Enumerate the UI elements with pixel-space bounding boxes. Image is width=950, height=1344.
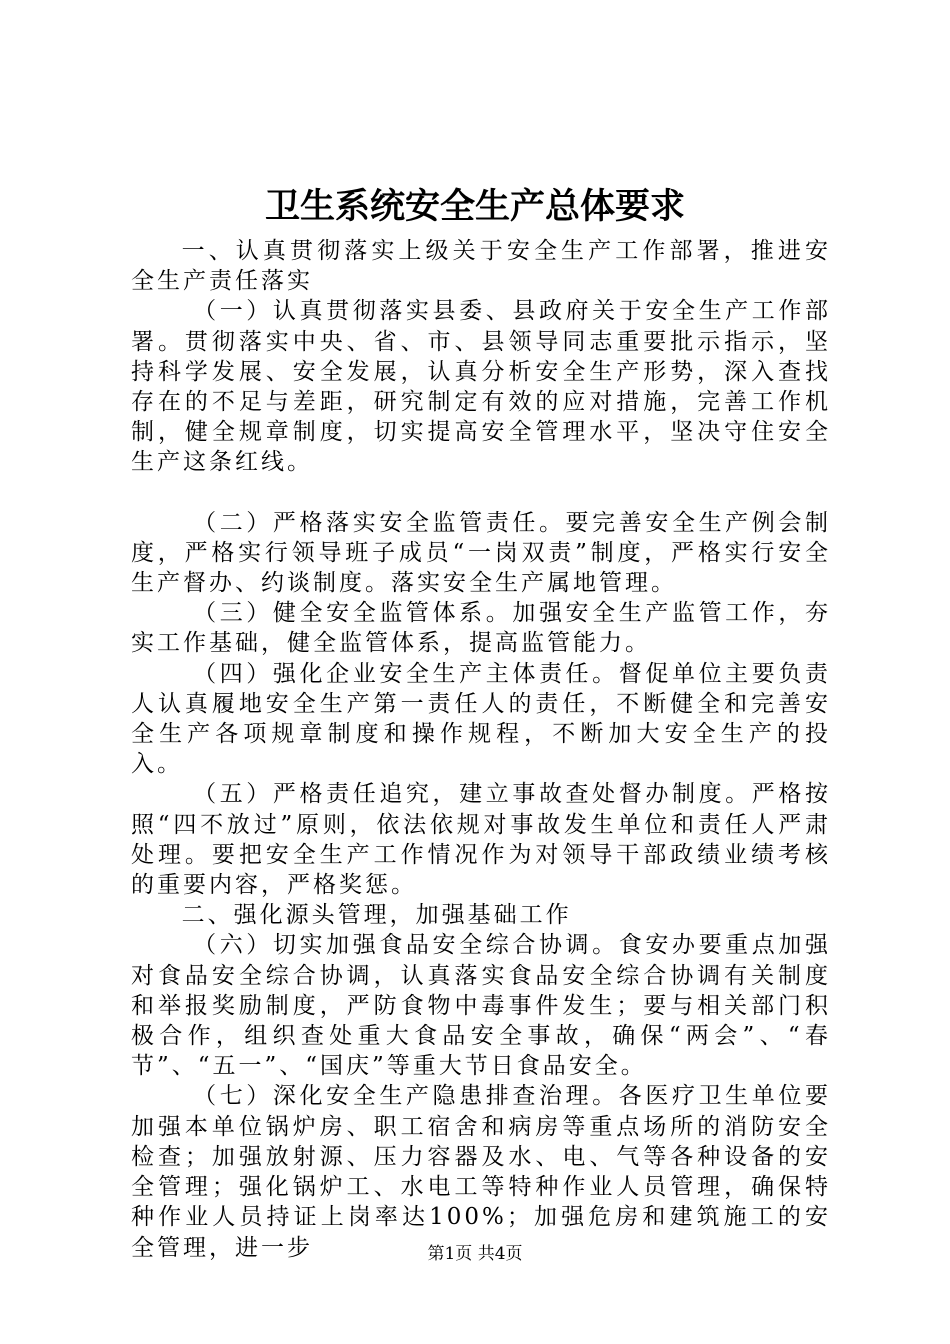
paragraph-item-7: （七）深化安全生产隐患排查治理。各医疗卫生单位要加强本单位锅炉房、职工宿舍和病房等重点场所的消防安全检查；加强放射源、压力容器及水、电、气等各种设备的安全管理；强化锅炉工、水电工等特种作业人员管理，确保特种作业人员持证上岗率达100%；加强危房和建筑施工的安全管理，进一步 (131, 1083, 831, 1261)
document-body (131, 236, 831, 1263)
section-heading-1: 一、认真贯彻落实上级关于安全生产工作部署，推进安全生产责任落实 (131, 238, 831, 295)
paragraph-spacer (131, 478, 831, 508)
paragraph-item-5: （五）严格责任追究，建立事故查处督办制度。严格按照“四不放过”原则，依法依规对事故发生单位和责任人严肃处理。要把安全生产工作情况作为对领导干部政绩业绩考核的重要内容，严格奖惩。 (131, 781, 831, 899)
paragraph-item-6: （六）切实加强食品安全综合协调。食安办要重点加强对食品安全综合协调，认真落实食品安全综合协调有关制度和举报奖励制度，严防食物中毒事件发生；要与相关部门积极合作，组织查处重大食品安全事故，确保“两会”、“春节”、“五一”、“国庆”等重大节日食品安全。 (131, 932, 831, 1080)
paragraph-item-4: （四）强化企业安全生产主体责任。督促单位主要负责人认真履地安全生产第一责任人的责任，不断健全和完善安全生产各项规章制度和操作规程，不断加大安全生产的投入。 (131, 660, 831, 778)
paragraph-item-2: （二）严格落实安全监管责任。要完善安全生产例会制度，严格实行领导班子成员“一岗双责”制度，严格实行安全生产督办、约谈制度。落实安全生产属地管理。 (131, 509, 831, 597)
paragraph-item-3: （三）健全安全监管体系。加强安全生产监管工作，夯实工作基础，健全监管体系，提高监管能力。 (131, 600, 831, 657)
section-heading-2: 二、强化源头管理，加强基础工作 (181, 902, 572, 929)
paragraph-item-1: （一）认真贯彻落实县委、县政府关于安全生产工作部署。贯彻落实中央、省、市、县领导同志重要批示指示，坚持科学发展、安全发展，认真分析安全生产形势，深入查找存在的不足与差距，研究制定有效的应对措施，完善工作机制，健全规章制度，切实提高安全管理水平，坚决守住安全生产这条红线。 (131, 298, 831, 476)
page-footer: 第1页 共4页 (427, 1244, 523, 1264)
document-title: 卫生系统安全生产总体要求 (264, 186, 685, 227)
